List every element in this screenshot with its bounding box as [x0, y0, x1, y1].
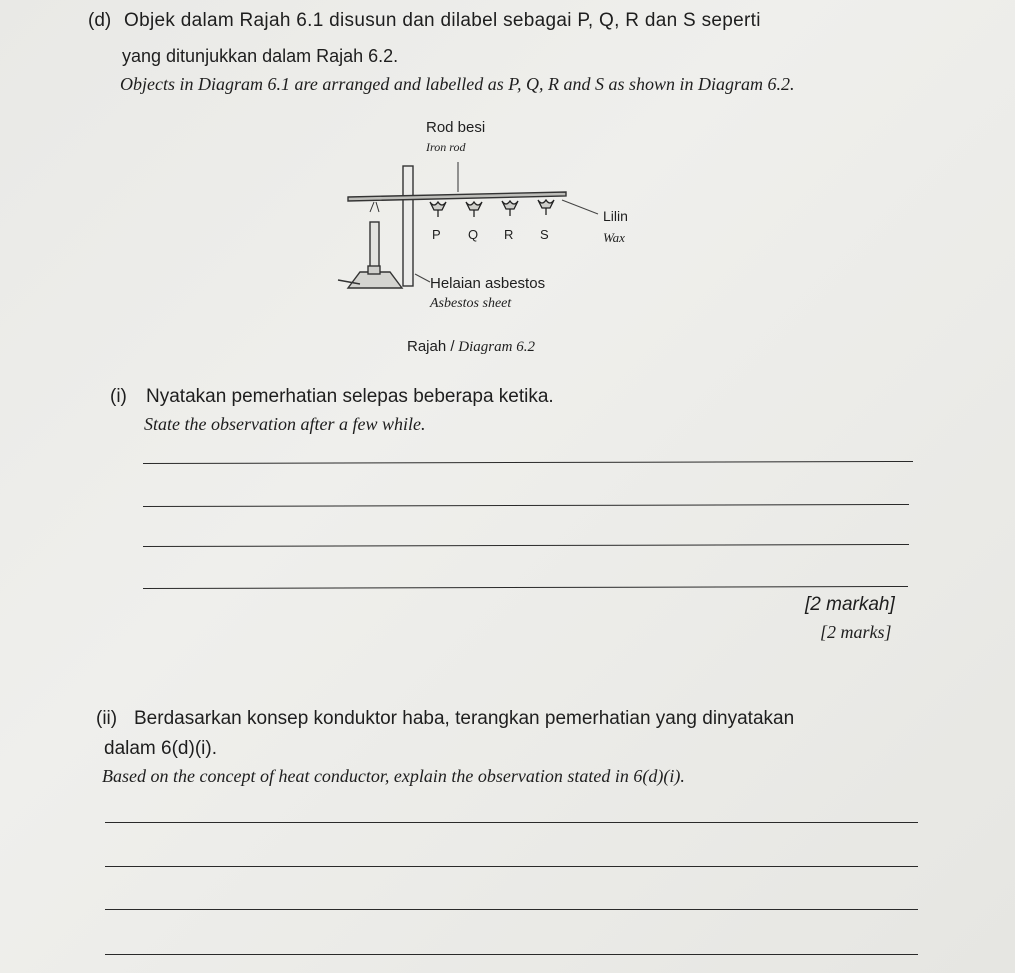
- answer-line-ii-4[interactable]: [105, 954, 918, 955]
- retort-stand-icon: [403, 166, 413, 286]
- question-text-malay-line2: yang ditunjukkan dalam Rajah 6.2.: [122, 46, 399, 66]
- answer-line-ii-3[interactable]: [105, 909, 918, 910]
- answer-line-i-4[interactable]: [143, 586, 908, 589]
- letter-p: P: [432, 227, 441, 242]
- wax-pins-icon: [430, 200, 554, 217]
- caption-malay: Rajah /: [407, 338, 455, 355]
- part-i-text-english: State the observation after a few while.: [144, 414, 426, 434]
- caption-english: Diagram 6.2: [458, 339, 535, 355]
- iron-rod-icon: [348, 162, 566, 201]
- answer-line-ii-1[interactable]: [105, 822, 918, 823]
- bunsen-burner-icon: [338, 202, 402, 288]
- answer-line-i-2[interactable]: [143, 504, 909, 507]
- question-text-malay-line1: Objek dalam Rajah 6.1 disusun dan dilabel sebagai P, Q, R dan S seperti: [124, 10, 761, 31]
- apparatus-diagram: [330, 110, 670, 330]
- wax-label-english: Wax: [603, 230, 625, 245]
- answer-line-i-1[interactable]: [143, 461, 913, 464]
- answer-line-ii-2[interactable]: [105, 866, 918, 867]
- part-ii-label: (ii): [96, 708, 118, 729]
- wax-pointer-line: [562, 200, 598, 214]
- part-ii-text-malay-line2: dalam 6(d)(i).: [104, 738, 217, 759]
- part-ii-text-malay-line1: Berdasarkan konsep konduktor haba, terangkan pemerhatian yang dinyatakan: [134, 708, 795, 729]
- wax-label-malay: Lilin: [603, 208, 628, 224]
- asbestos-label-malay: Helaian asbestos: [430, 275, 546, 292]
- letter-q: Q: [468, 227, 479, 242]
- diagram-caption: [407, 338, 535, 356]
- part-ii-text-english: Based on the concept of heat conductor, explain the observation stated in 6(d)(i).: [102, 766, 685, 786]
- part-i-text-malay: Nyatakan pemerhatian selepas beberapa ketika.: [146, 386, 554, 407]
- answer-line-i-3[interactable]: [143, 544, 909, 547]
- question-text-english: Objects in Diagram 6.1 are arranged and labelled as P, Q, R and S as shown in Diagram 6.2.: [120, 74, 795, 94]
- letter-r: R: [504, 227, 514, 242]
- letter-s: S: [540, 227, 549, 242]
- part-i-marks-english: [2 marks]: [820, 622, 892, 642]
- rod-label-malay: Rod besi: [426, 119, 486, 136]
- part-i-marks-malay: [2 markah]: [805, 594, 895, 615]
- question-label-d: (d): [88, 10, 112, 31]
- part-i-label: (i): [110, 386, 127, 407]
- asbestos-label-english: Asbestos sheet: [430, 296, 512, 311]
- rod-label-english: Iron rod: [426, 140, 466, 154]
- asbestos-pointer-line: [415, 274, 430, 282]
